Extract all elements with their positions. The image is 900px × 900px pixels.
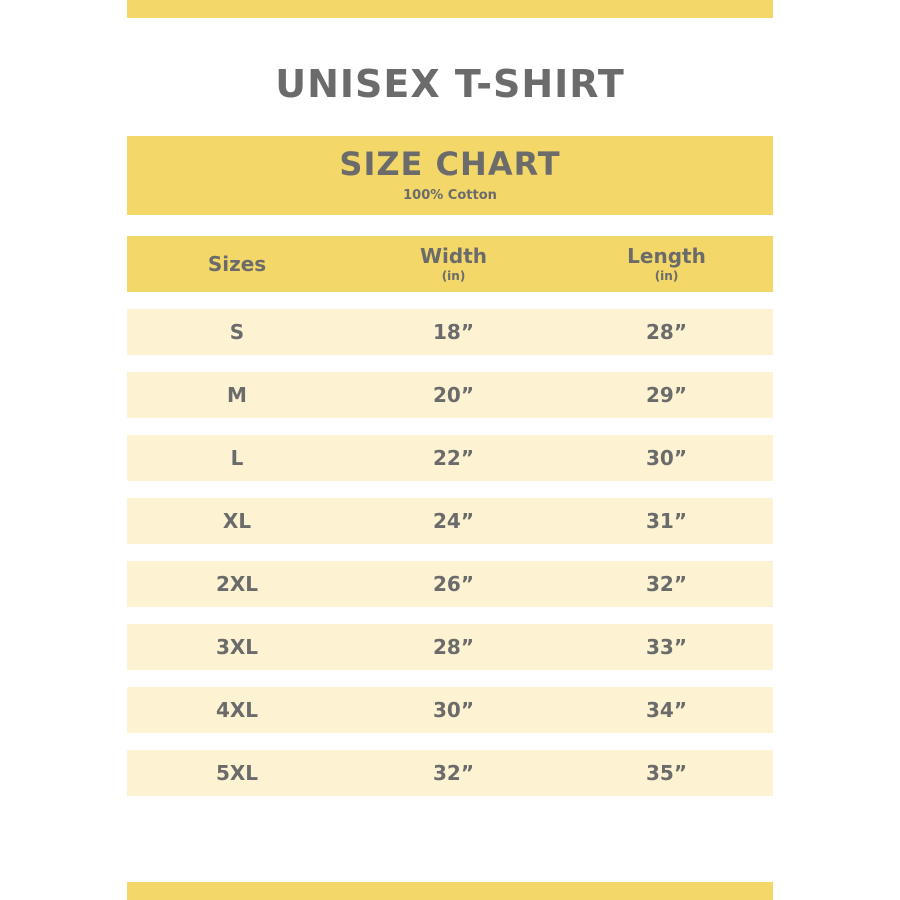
table-row	[127, 687, 773, 733]
cell-size: 3XL	[127, 624, 347, 670]
spacer-cell	[127, 418, 347, 435]
material-note: 100% Cotton	[403, 188, 497, 204]
cell-length: 34”	[560, 687, 773, 733]
bottom-accent-bar	[127, 882, 773, 900]
spacer-cell	[347, 292, 560, 309]
spacer-cell	[560, 355, 773, 372]
size-table-body	[127, 292, 773, 796]
spacer-cell	[347, 670, 560, 687]
spacer-cell	[560, 670, 773, 687]
row-spacer	[127, 670, 773, 687]
cell-size: 4XL	[127, 687, 347, 733]
table-row	[127, 750, 773, 796]
cell-width: 30”	[347, 687, 560, 733]
table-row	[127, 435, 773, 481]
spacer-cell	[347, 607, 560, 624]
row-spacer	[127, 544, 773, 561]
row-spacer	[127, 607, 773, 624]
spacer-cell	[347, 544, 560, 561]
table-row	[127, 309, 773, 355]
column-header-length-unit: (in)	[654, 268, 679, 283]
row-spacer	[127, 418, 773, 435]
column-header-length-label: Length	[627, 243, 706, 268]
spacer-cell	[127, 544, 347, 561]
page-title: UNISEX T-SHIRT	[275, 62, 625, 106]
row-spacer	[127, 733, 773, 750]
spacer-cell	[560, 607, 773, 624]
row-spacer	[127, 355, 773, 372]
size-table-wrapper	[127, 236, 773, 796]
column-header-width	[347, 236, 560, 292]
spacer-cell	[560, 418, 773, 435]
cell-width: 28”	[347, 624, 560, 670]
top-accent-bar	[127, 0, 773, 18]
spacer-cell	[347, 418, 560, 435]
cell-size: M	[127, 372, 347, 418]
spacer-cell	[560, 292, 773, 309]
cell-length: 32”	[560, 561, 773, 607]
table-header-row	[127, 236, 773, 292]
cell-size: 5XL	[127, 750, 347, 796]
size-chart-band	[127, 136, 773, 215]
cell-size: L	[127, 435, 347, 481]
table-row	[127, 561, 773, 607]
cell-size: 2XL	[127, 561, 347, 607]
cell-length: 35”	[560, 750, 773, 796]
spacer-cell	[127, 292, 347, 309]
spacer-cell	[347, 733, 560, 750]
spacer-cell	[127, 355, 347, 372]
size-table	[127, 236, 773, 796]
spacer-cell	[127, 607, 347, 624]
size-table-head	[127, 236, 773, 292]
cell-length: 33”	[560, 624, 773, 670]
spacer-cell	[127, 481, 347, 498]
table-row	[127, 624, 773, 670]
table-row	[127, 498, 773, 544]
cell-width: 24”	[347, 498, 560, 544]
cell-length: 29”	[560, 372, 773, 418]
cell-size: XL	[127, 498, 347, 544]
column-header-sizes-label: Sizes	[207, 251, 267, 276]
cell-width: 18”	[347, 309, 560, 355]
cell-length: 31”	[560, 498, 773, 544]
column-header-width-unit: (in)	[441, 268, 466, 283]
cell-width: 32”	[347, 750, 560, 796]
spacer-cell	[347, 355, 560, 372]
column-header-width-label: Width	[419, 243, 488, 268]
cell-width: 20”	[347, 372, 560, 418]
table-row	[127, 372, 773, 418]
column-header-length	[560, 236, 773, 292]
spacer-cell	[560, 733, 773, 750]
spacer-cell	[560, 544, 773, 561]
column-header-sizes	[127, 236, 347, 292]
size-chart-heading: SIZE CHART	[339, 144, 561, 183]
spacer-cell	[127, 670, 347, 687]
cell-length: 28”	[560, 309, 773, 355]
spacer-cell	[560, 481, 773, 498]
spacer-cell	[347, 481, 560, 498]
spacer-cell	[127, 733, 347, 750]
row-spacer	[127, 481, 773, 498]
cell-width: 22”	[347, 435, 560, 481]
cell-length: 30”	[560, 435, 773, 481]
cell-size: S	[127, 309, 347, 355]
cell-width: 26”	[347, 561, 560, 607]
row-spacer	[127, 292, 773, 309]
